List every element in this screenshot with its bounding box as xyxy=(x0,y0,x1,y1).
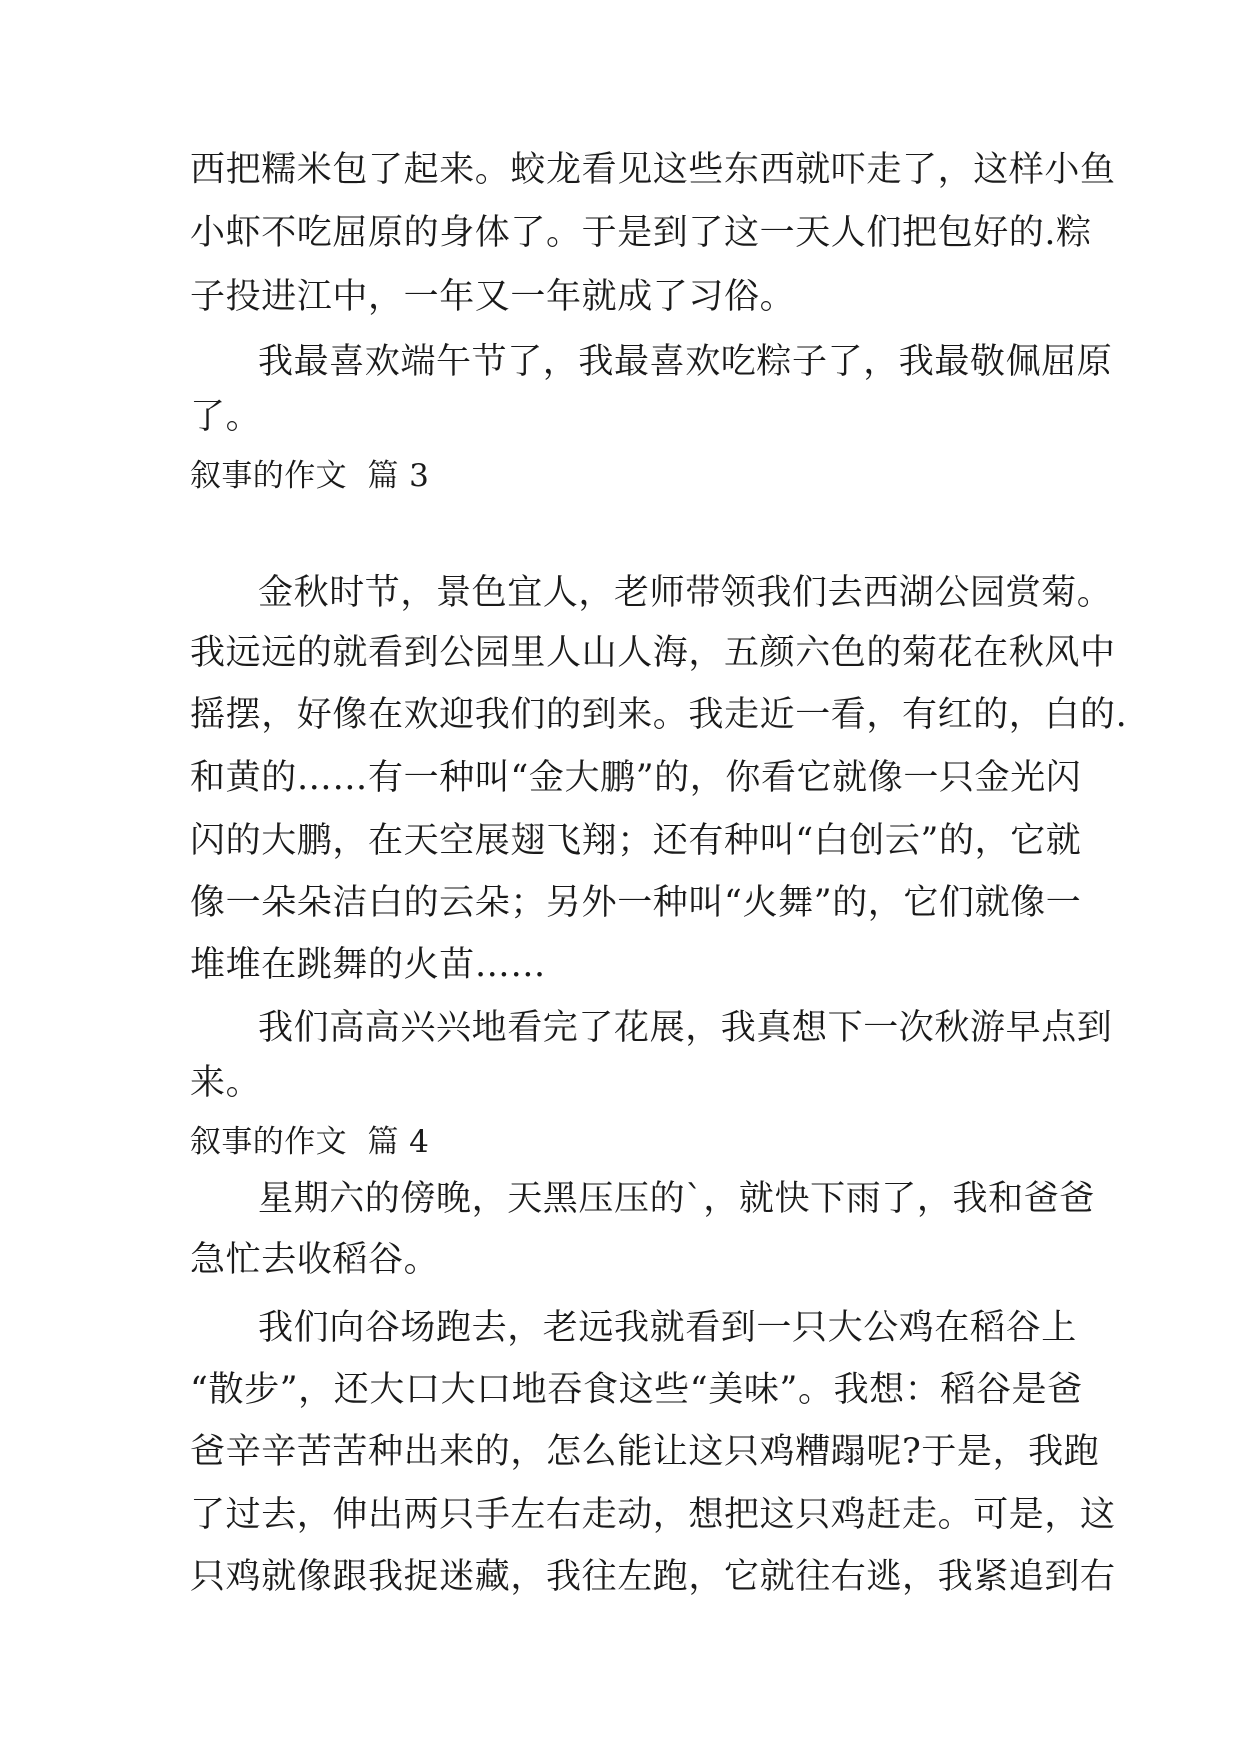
text-line: 我远远的就看到公园里人山人海，五颜六色的菊花在秋风中 xyxy=(190,633,1116,673)
text-line: 星期六的傍晚，天黑压压的`，就快下雨了，我和爸爸 xyxy=(258,1179,1095,1219)
text-line: 小虾不吃屈原的身体了。于是到了这一天人们把包好的.粽 xyxy=(190,213,1092,253)
text-line: 我们向谷场跑去，老远我就看到一只大公鸡在稻谷上 xyxy=(258,1308,1077,1348)
text-line: 子投进江中，一年又一年就成了习俗。 xyxy=(190,277,796,317)
section-heading: 叙事的作文 篇 3 xyxy=(190,458,430,494)
text-line: 西把糯米包了起来。蛟龙看见这些东西就吓走了，这样小鱼 xyxy=(190,150,1116,190)
text-line: 爸辛辛苦苦种出来的，怎么能让这只鸡糟蹋呢?于是，我跑 xyxy=(190,1432,1100,1472)
text-line: 我最喜欢端午节了，我最喜欢吃粽子了，我最敬佩屈原 xyxy=(258,342,1113,382)
text-line: 和黄的……有一种叫“金大鹏”的，你看它就像一只金光闪 xyxy=(190,758,1082,798)
text-line: 了过去，伸出两只手左右走动，想把这只鸡赶走。可是，这 xyxy=(190,1495,1116,1535)
section-heading: 叙事的作文 篇 4 xyxy=(190,1124,430,1160)
text-line: 急忙去收稻谷。 xyxy=(190,1240,440,1280)
text-line: 了。 xyxy=(190,397,262,437)
text-line: “散步”，还大口大口地吞食这些“美味”。我想：稻谷是爸 xyxy=(190,1370,1083,1410)
text-line: 我们高高兴兴地看完了花展，我真想下一次秋游早点到 xyxy=(258,1008,1113,1048)
text-line: 摇摆，好像在欢迎我们的到来。我走近一看，有红的，白的. xyxy=(190,695,1128,735)
text-line: 来。 xyxy=(190,1063,262,1103)
text-line: 金秋时节，景色宜人，老师带领我们去西湖公园赏菊。 xyxy=(258,573,1113,613)
text-line: 像一朵朵洁白的云朵；另外一种叫“火舞”的，它们就像一 xyxy=(190,883,1082,923)
text-line: 闪的大鹏，在天空展翅飞翔；还有种叫“白创云”的，它就 xyxy=(190,821,1082,861)
text-line: 只鸡就像跟我捉迷藏，我往左跑，它就往右逃，我紧追到右 xyxy=(190,1557,1116,1597)
text-line: 堆堆在跳舞的火苗…… xyxy=(190,945,547,985)
